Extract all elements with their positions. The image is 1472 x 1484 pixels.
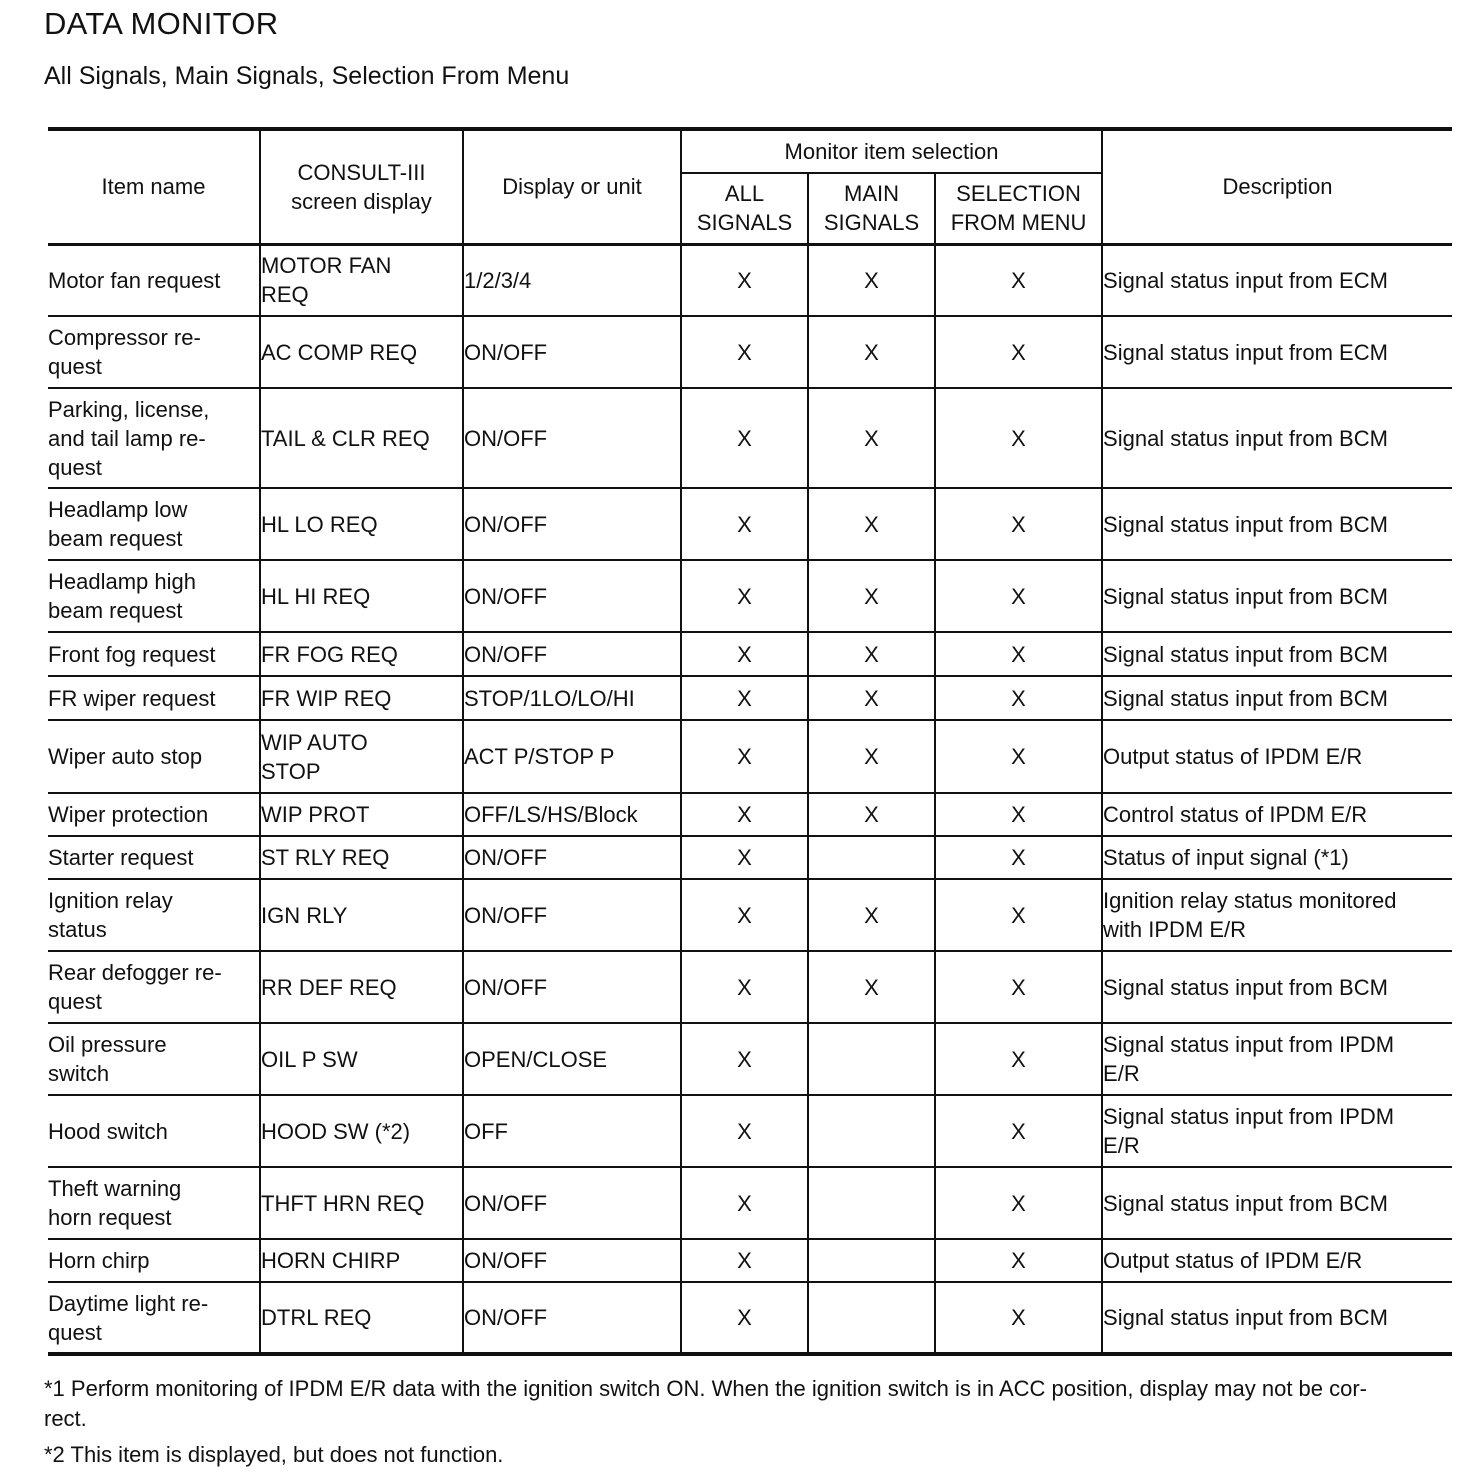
cell-screen-display <box>260 316 463 388</box>
cell-display-unit: ON/OFF <box>463 388 681 488</box>
cell-item-name-line: Daytime light re- <box>48 1290 209 1316</box>
cell-description <box>1102 1023 1452 1095</box>
header-all-signals <box>681 173 808 244</box>
cell-item-name-line: quest <box>48 989 102 1014</box>
cell-screen-display-line: STOP <box>261 758 321 784</box>
cell-screen-display <box>260 1095 463 1167</box>
footnote <box>44 1440 1454 1470</box>
cell-screen-display <box>260 560 463 632</box>
cell-item-name-line: and tail lamp re- <box>48 425 206 451</box>
header-monitor-selection: Monitor item selection <box>681 129 1102 173</box>
cell-display-unit: ON/OFF <box>463 836 681 879</box>
cell-description-line: Control status of IPDM E/R <box>1103 802 1368 827</box>
cell-main-signals <box>808 1095 935 1167</box>
table-row <box>48 836 1452 879</box>
cell-all-signals: X <box>681 951 808 1023</box>
cell-screen-display-line: OIL P SW <box>261 1046 358 1072</box>
cell-description <box>1102 244 1452 316</box>
cell-item-name <box>48 1095 260 1167</box>
cell-screen-display-line: DTRL REQ <box>261 1305 372 1330</box>
cell-display-unit: ON/OFF <box>463 316 681 388</box>
cell-description-line: Signal status input from BCM <box>1103 1190 1388 1216</box>
cell-description-line: Output status of IPDM E/R <box>1103 744 1363 769</box>
cell-main-signals: X <box>808 720 935 793</box>
cell-item-name-line: Wiper auto stop <box>48 744 203 769</box>
cell-item-name-line: Theft warning <box>48 1176 182 1201</box>
cell-description-line: with IPDM E/R <box>1103 917 1247 942</box>
table-row <box>48 793 1452 836</box>
cell-screen-display <box>260 836 463 879</box>
cell-description <box>1102 388 1452 488</box>
cell-main-signals <box>808 836 935 879</box>
cell-selection-from-menu: X <box>935 951 1102 1023</box>
cell-description-line: Signal status input from BCM <box>1103 583 1388 609</box>
cell-item-name-line: quest <box>48 354 102 379</box>
cell-description-line: Signal status input from IPDM <box>1103 1104 1395 1129</box>
cell-all-signals: X <box>681 244 808 316</box>
cell-all-signals: X <box>681 836 808 879</box>
cell-description-line: E/R <box>1103 1061 1140 1086</box>
cell-display-unit: ACT P/STOP P <box>463 720 681 793</box>
cell-description <box>1102 1282 1452 1354</box>
cell-item-name <box>48 560 260 632</box>
cell-display-unit: ON/OFF <box>463 560 681 632</box>
cell-description-line: Signal status input from BCM <box>1103 974 1388 1000</box>
cell-item-name-line: Headlamp low <box>48 497 188 522</box>
cell-item-name-line: Hood switch <box>48 1118 168 1144</box>
header-main-signals <box>808 173 935 244</box>
header-item-name: Item name <box>48 129 260 244</box>
cell-item-name-line: beam request <box>48 598 183 623</box>
cell-description <box>1102 951 1452 1023</box>
cell-item-name <box>48 1239 260 1282</box>
cell-all-signals: X <box>681 1167 808 1239</box>
header-menu-line1: SELECTION <box>956 181 1081 207</box>
cell-description <box>1102 1167 1452 1239</box>
cell-screen-display <box>260 720 463 793</box>
cell-item-name <box>48 879 260 951</box>
header-main-line1: MAIN <box>844 181 899 207</box>
cell-main-signals <box>808 1282 935 1354</box>
cell-selection-from-menu: X <box>935 1095 1102 1167</box>
cell-description <box>1102 720 1452 793</box>
cell-description <box>1102 1239 1452 1282</box>
page-subtitle: All Signals, Main Signals, Selection From Menu <box>44 62 570 90</box>
cell-item-name-line: Starter request <box>48 845 194 870</box>
cell-description <box>1102 793 1452 836</box>
cell-screen-display-line: WIP PROT <box>261 802 370 827</box>
cell-screen-display <box>260 951 463 1023</box>
cell-selection-from-menu: X <box>935 879 1102 951</box>
cell-all-signals: X <box>681 488 808 560</box>
cell-description-line: Status of input signal (*1) <box>1103 845 1349 870</box>
cell-screen-display-line: HOOD SW (*2) <box>261 1118 411 1144</box>
cell-all-signals: X <box>681 879 808 951</box>
cell-description-line: Signal status input from BCM <box>1103 1305 1388 1330</box>
cell-screen-display-line: THFT HRN REQ <box>261 1190 425 1216</box>
table-row <box>48 1239 1452 1282</box>
cell-screen-display <box>260 488 463 560</box>
cell-all-signals: X <box>681 1095 808 1167</box>
cell-item-name-line: Headlamp high <box>48 569 196 594</box>
cell-item-name-line: horn request <box>48 1205 172 1230</box>
cell-selection-from-menu: X <box>935 244 1102 316</box>
cell-item-name <box>48 316 260 388</box>
cell-main-signals: X <box>808 560 935 632</box>
data-monitor-table <box>48 127 1452 1356</box>
cell-item-name-line: quest <box>48 454 102 480</box>
table-row <box>48 488 1452 560</box>
cell-screen-display-line: IGN RLY <box>261 902 348 928</box>
cell-all-signals: X <box>681 793 808 836</box>
cell-selection-from-menu: X <box>935 1239 1102 1282</box>
cell-item-name-line: quest <box>48 1319 102 1345</box>
footnote-line: *1 Perform monitoring of IPDM E/R data with the ignition switch ON. When the ignition switch is in ACC position, display may not be cor- <box>44 1376 1368 1401</box>
cell-screen-display-line: AC COMP REQ <box>261 339 418 365</box>
cell-description <box>1102 676 1452 720</box>
cell-item-name <box>48 951 260 1023</box>
cell-item-name-line: Parking, license, <box>48 396 210 422</box>
cell-item-name-line: status <box>48 917 107 942</box>
cell-item-name <box>48 836 260 879</box>
cell-all-signals: X <box>681 560 808 632</box>
cell-description-line: Signal status input from ECM <box>1103 267 1388 293</box>
cell-item-name <box>48 720 260 793</box>
cell-main-signals: X <box>808 316 935 388</box>
cell-screen-display-line: MOTOR FAN <box>261 253 392 279</box>
header-main-line2: SIGNALS <box>823 210 920 236</box>
cell-description-line: Signal status input from BCM <box>1103 511 1388 537</box>
header-menu-line2: FROM MENU <box>950 210 1087 236</box>
cell-display-unit: OFF/LS/HS/Block <box>463 793 681 836</box>
cell-description-line: E/R <box>1103 1133 1140 1158</box>
table-row <box>48 879 1452 951</box>
cell-screen-display-line: HL HI REQ <box>261 583 371 609</box>
cell-main-signals <box>808 1239 935 1282</box>
cell-item-name <box>48 244 260 316</box>
cell-screen-display <box>260 1282 463 1354</box>
page-title: DATA MONITOR <box>44 6 279 41</box>
cell-description <box>1102 879 1452 951</box>
cell-description-line: Signal status input from IPDM <box>1103 1032 1395 1057</box>
cell-selection-from-menu: X <box>935 1282 1102 1354</box>
cell-item-name-line: Wiper protection <box>48 802 209 827</box>
cell-selection-from-menu: X <box>935 488 1102 560</box>
cell-main-signals: X <box>808 632 935 676</box>
cell-item-name-line: Horn chirp <box>48 1248 150 1273</box>
cell-screen-display-line: REQ <box>261 282 309 308</box>
cell-all-signals: X <box>681 676 808 720</box>
cell-main-signals: X <box>808 793 935 836</box>
cell-selection-from-menu: X <box>935 388 1102 488</box>
table-row <box>48 1095 1452 1167</box>
cell-display-unit: ON/OFF <box>463 488 681 560</box>
cell-screen-display <box>260 879 463 951</box>
cell-item-name <box>48 1282 260 1354</box>
cell-display-unit: ON/OFF <box>463 1239 681 1282</box>
cell-display-unit: 1/2/3/4 <box>463 244 681 316</box>
table-row <box>48 951 1452 1023</box>
cell-screen-display-line: TAIL & CLR REQ <box>261 425 430 451</box>
table-row <box>48 560 1452 632</box>
cell-main-signals: X <box>808 676 935 720</box>
cell-item-name-line: Motor fan request <box>48 267 221 293</box>
cell-screen-display <box>260 676 463 720</box>
header-display-unit: Display or unit <box>463 129 681 244</box>
cell-item-name-line: Compressor re- <box>48 325 201 350</box>
cell-display-unit: ON/OFF <box>463 879 681 951</box>
cell-item-name-line: Front fog request <box>48 641 216 667</box>
footnote-line: *2 This item is displayed, but does not function. <box>44 1442 504 1467</box>
cell-item-name <box>48 1023 260 1095</box>
table-row <box>48 1167 1452 1239</box>
cell-display-unit: ON/OFF <box>463 1167 681 1239</box>
cell-item-name <box>48 488 260 560</box>
cell-selection-from-menu: X <box>935 720 1102 793</box>
cell-screen-display-line: HORN CHIRP <box>261 1248 401 1273</box>
cell-item-name <box>48 388 260 488</box>
cell-item-name-line: beam request <box>48 526 183 551</box>
header-screen-display-line1: CONSULT-III <box>297 159 426 185</box>
table-row <box>48 1023 1452 1095</box>
cell-screen-display <box>260 632 463 676</box>
cell-description <box>1102 560 1452 632</box>
cell-screen-display-line: FR FOG REQ <box>261 641 398 667</box>
cell-item-name <box>48 632 260 676</box>
cell-main-signals <box>808 1023 935 1095</box>
cell-item-name-line: Rear defogger re- <box>48 960 222 985</box>
cell-item-name-line: switch <box>48 1061 110 1086</box>
cell-screen-display <box>260 1239 463 1282</box>
cell-main-signals: X <box>808 488 935 560</box>
cell-display-unit: ON/OFF <box>463 951 681 1023</box>
cell-all-signals: X <box>681 1282 808 1354</box>
cell-selection-from-menu: X <box>935 316 1102 388</box>
cell-screen-display <box>260 1023 463 1095</box>
cell-selection-from-menu: X <box>935 836 1102 879</box>
header-selection-from-menu <box>935 173 1102 244</box>
cell-main-signals: X <box>808 879 935 951</box>
cell-display-unit: OPEN/CLOSE <box>463 1023 681 1095</box>
cell-selection-from-menu: X <box>935 632 1102 676</box>
cell-description-line: Signal status input from BCM <box>1103 685 1388 711</box>
cell-description <box>1102 836 1452 879</box>
cell-item-name-line: FR wiper request <box>48 685 216 711</box>
header-all-line2: SIGNALS <box>696 210 793 236</box>
cell-all-signals: X <box>681 720 808 793</box>
cell-item-name <box>48 1167 260 1239</box>
cell-description-line: Signal status input from BCM <box>1103 641 1388 667</box>
header-all-line1: ALL <box>724 181 765 207</box>
cell-screen-display <box>260 793 463 836</box>
table-row <box>48 720 1452 793</box>
header-screen-display-line2: screen display <box>291 188 432 214</box>
cell-selection-from-menu: X <box>935 1167 1102 1239</box>
cell-item-name-line: Oil pressure <box>48 1032 167 1057</box>
cell-main-signals: X <box>808 244 935 316</box>
cell-main-signals <box>808 1167 935 1239</box>
cell-item-name <box>48 676 260 720</box>
cell-description-line: Ignition relay status monitored <box>1103 888 1397 913</box>
cell-description <box>1102 316 1452 388</box>
cell-description <box>1102 632 1452 676</box>
table-row <box>48 316 1452 388</box>
cell-all-signals: X <box>681 1023 808 1095</box>
cell-main-signals: X <box>808 388 935 488</box>
footnote-line: rect. <box>44 1406 87 1431</box>
header-description: Description <box>1102 129 1452 244</box>
cell-display-unit: STOP/1LO/LO/HI <box>463 676 681 720</box>
cell-screen-display-line: ST RLY REQ <box>261 845 390 870</box>
table-row <box>48 1282 1452 1354</box>
cell-selection-from-menu: X <box>935 1023 1102 1095</box>
table-row <box>48 388 1452 488</box>
cell-screen-display-line: RR DEF REQ <box>261 974 397 1000</box>
cell-screen-display <box>260 1167 463 1239</box>
cell-main-signals: X <box>808 951 935 1023</box>
cell-description-line: Signal status input from BCM <box>1103 425 1388 451</box>
cell-description <box>1102 1095 1452 1167</box>
table-row <box>48 676 1452 720</box>
cell-selection-from-menu: X <box>935 793 1102 836</box>
cell-item-name-line: Ignition relay <box>48 888 173 913</box>
table-row <box>48 632 1452 676</box>
table-row <box>48 244 1452 316</box>
cell-display-unit: ON/OFF <box>463 1282 681 1354</box>
cell-all-signals: X <box>681 316 808 388</box>
cell-all-signals: X <box>681 388 808 488</box>
cell-display-unit: OFF <box>463 1095 681 1167</box>
footnote <box>44 1374 1454 1434</box>
cell-description-line: Output status of IPDM E/R <box>1103 1248 1363 1273</box>
table-body <box>48 244 1452 1354</box>
cell-selection-from-menu: X <box>935 676 1102 720</box>
cell-screen-display-line: WIP AUTO <box>261 729 368 755</box>
cell-selection-from-menu: X <box>935 560 1102 632</box>
cell-item-name <box>48 793 260 836</box>
cell-screen-display-line: HL LO REQ <box>261 511 378 537</box>
header-screen-display <box>260 129 463 244</box>
cell-screen-display-line: FR WIP REQ <box>261 685 392 711</box>
cell-all-signals: X <box>681 1239 808 1282</box>
cell-description-line: Signal status input from ECM <box>1103 339 1388 365</box>
cell-display-unit: ON/OFF <box>463 632 681 676</box>
cell-screen-display <box>260 388 463 488</box>
cell-description <box>1102 488 1452 560</box>
cell-all-signals: X <box>681 632 808 676</box>
cell-screen-display <box>260 244 463 316</box>
